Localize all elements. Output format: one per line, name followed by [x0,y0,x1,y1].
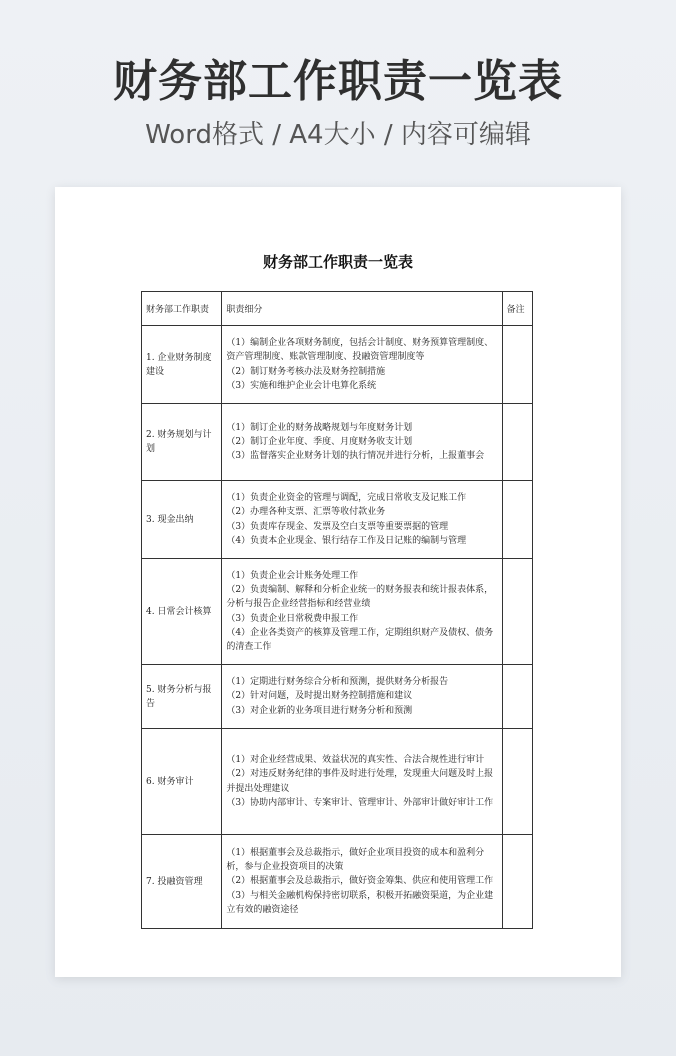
detail-cell [222,729,502,835]
table-row [142,559,533,665]
table-header-row [142,292,533,326]
detail-cell [222,404,502,481]
detail-cell [222,481,502,559]
duty-cell: 1. 企业财务制度建设 [142,326,222,404]
table-row [142,326,533,404]
detail-item: （4）负责本企业现金、银行结存工作及日记账的编制与管理 [226,535,467,546]
table-row [142,835,533,929]
duty-cell: 4. 日常会计核算 [142,559,222,665]
detail-item: （1）根据董事会及总裁指示，做好企业项目投资的成本和盈利分析，参与企业投资项目的决策 [226,847,485,873]
detail-item: （3）与相关金融机构保持密切联系，积极开拓融资渠道，为企业建立有效的融资途径 [226,890,494,915]
table-body [142,326,533,929]
detail-item: （2）对违反财务纪律的事件及时进行处理，发现重大问题及时上报并提出处理建议 [226,769,494,794]
duty-cell: 7. 投融资管理 [142,835,222,929]
detail-item: （1）负责企业资金的管理与调配，完成日常收支及记账工作 [226,492,467,503]
table-row [142,665,533,729]
note-cell [502,404,532,481]
table-row [142,404,533,481]
detail-cell [222,835,502,929]
detail-item: （2）制订财务考核办法及财务控制措施 [226,366,386,377]
detail-item: （2）办理各种支票、汇票等收付款业务 [226,507,386,518]
header-detail: 职责细分 [222,292,502,326]
document-page [55,187,621,977]
detail-item: （3）对企业新的业务项目进行财务分析和预测 [226,705,413,716]
detail-item: （1）编制企业各项财务制度，包括会计制度、财务预算管理制度、资产管理制度、账款管理制度、投融资管理制度等 [226,337,494,363]
detail-item: （3）负责企业日常税费申报工作 [226,613,359,624]
duty-table [141,291,533,929]
detail-item: （2）制订企业年度、季度、月度财务收支计划 [226,436,413,447]
detail-item: （3）协助内部审计、专案审计、管理审计、外部审计做好审计工作 [226,797,494,808]
duty-cell: 3. 现金出纳 [142,481,222,559]
note-cell [502,326,532,404]
detail-item: （2）针对问题，及时提出财务控制措施和建议 [226,691,413,702]
header-duty: 财务部工作职责 [142,292,222,326]
detail-item: （4）企业各类资产的核算及管理工作，定期组织财产及债权、债务的清查工作 [226,627,494,653]
header-note: 备注 [502,292,532,326]
detail-item: （3）负责库存现金、发票及空白支票等重要票据的管理 [226,521,449,532]
detail-item: （3）实施和维护企业会计电算化系统 [226,380,377,391]
note-cell [502,481,532,559]
detail-item: （1）负责企业会计账务处理工作 [226,570,359,581]
hero-title: 财务部工作职责一览表 [113,56,563,107]
detail-item: （1）制订企业的财务战略规划与年度财务计划 [226,422,413,433]
detail-item: （2）根据董事会及总裁指示，做好资金筹集、供应和使用管理工作 [226,876,494,887]
table-row [142,729,533,835]
detail-cell [222,665,502,729]
detail-item: （3）监督落实企业财务计划的执行情况并进行分析，上报董事会 [226,451,485,462]
note-cell [502,665,532,729]
note-cell [502,729,532,835]
hero-subtitle: Word格式 / A4大小 / 内容可编辑 [145,120,531,150]
note-cell [502,835,532,929]
detail-item: （1）对企业经营成果、效益状况的真实性、合法合规性进行审计 [226,754,485,765]
detail-item: （1）定期进行财务综合分析和预测，提供财务分析报告 [226,677,449,688]
detail-item: （2）负责编制、解释和分析企业统一的财务报表和统计报表体系，分析与报告企业经营指标和经营业绩 [226,584,494,610]
duty-cell: 2. 财务规划与计划 [142,404,222,481]
duty-cell: 6. 财务审计 [142,729,222,835]
detail-cell [222,559,502,665]
detail-cell [222,326,502,404]
table-row [142,481,533,559]
note-cell [502,559,532,665]
duty-cell: 5. 财务分析与报告 [142,665,222,729]
document-title: 财务部工作职责一览表 [262,253,413,271]
